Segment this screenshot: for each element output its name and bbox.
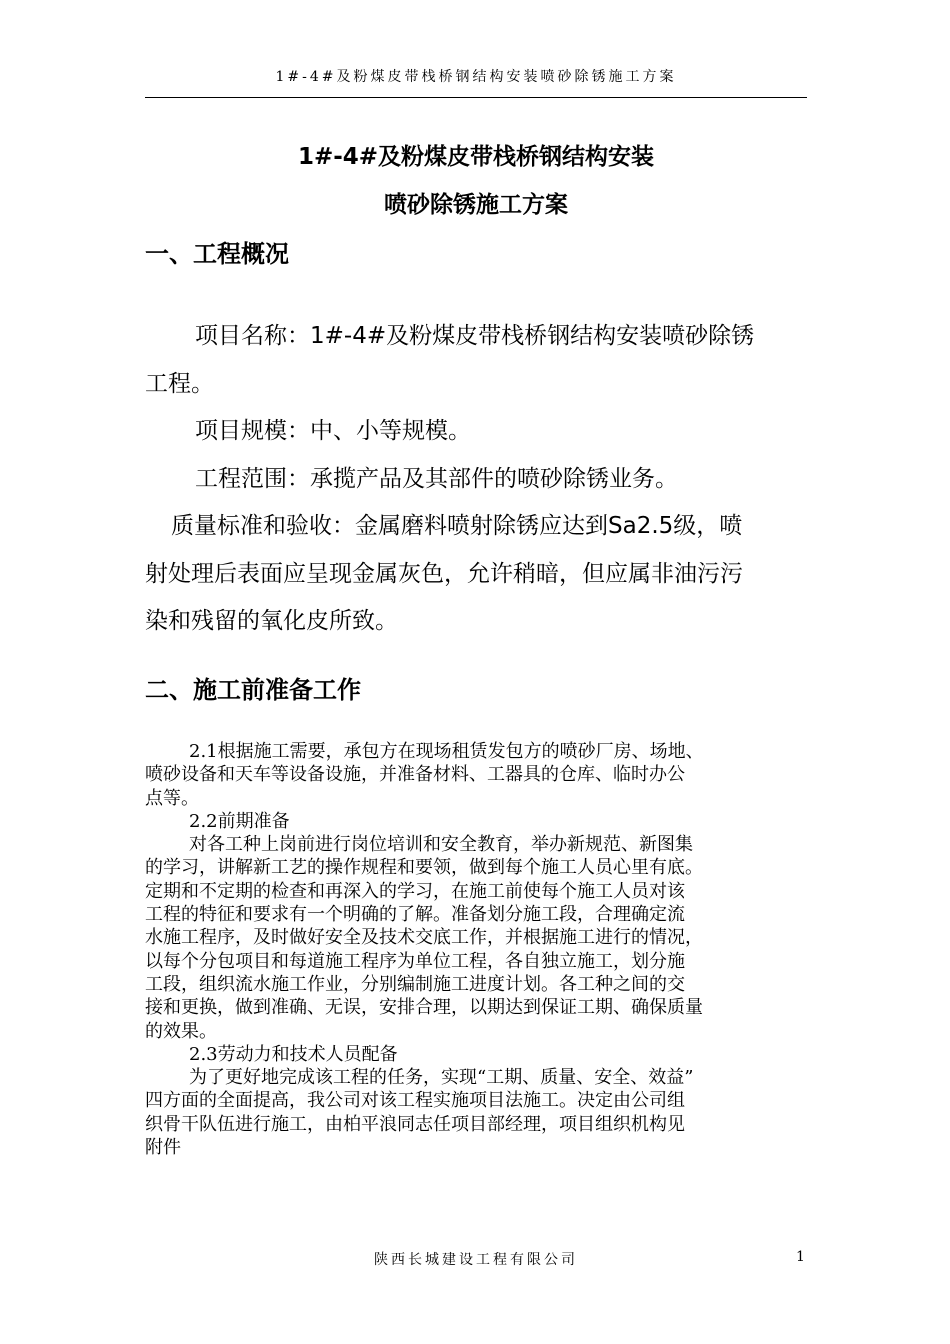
body-line: 项目名称：1#-4#及粉煤皮带栈桥钢结构安装喷砂除锈 (195, 323, 755, 349)
section-heading-preparation: 二、施工前准备工作 (145, 676, 361, 704)
body-line: 的学习，讲解新工艺的操作规程和要领，做到每个施工人员心里有底。 (145, 857, 703, 879)
header-divider (145, 97, 807, 98)
body-line: 附件 (145, 1137, 181, 1159)
document-title-line-2: 喷砂除锈施工方案 (384, 192, 568, 218)
body-line: 为了更好地完成该工程的任务，实现“工期、质量、安全、效益” (189, 1067, 694, 1089)
body-line: 项目规模：中、小等规模。 (195, 418, 471, 444)
document-title-line-1: 1#-4#及粉煤皮带栈桥钢结构安装 (297, 144, 655, 170)
body-line: 射处理后表面应呈现金属灰色，允许稍暗，但应属非油污污 (145, 560, 743, 587)
subsection-heading: 2.3劳动力和技术人员配备 (189, 1043, 398, 1065)
footer-company-name: 陕西长城建设工程有限公司 (374, 1252, 578, 1268)
body-line: 的效果。 (145, 1020, 217, 1042)
body-line: 织骨干队伍进行施工，由柏平浪同志任项目部经理，项目组织机构见 (145, 1113, 685, 1135)
body-line: 2.1根据施工需要，承包方在现场租赁发包方的喷砂厂房、场地、 (189, 741, 704, 762)
body-line: 工程范围：承揽产品及其部件的喷砂除锈业务。 (195, 465, 678, 492)
body-line: 点等。 (145, 787, 199, 809)
body-line: 染和残留的氧化皮所致。 (145, 608, 398, 634)
body-line: 接和更换，做到准确、无误，安排合理，以期达到保证工期、确保质量 (145, 997, 703, 1019)
body-line: 工程。 (145, 370, 214, 397)
body-line: 四方面的全面提高，我公司对该工程实施项目法施工。决定由公司组 (145, 1090, 685, 1112)
subsection-heading: 2.2前期准备 (189, 810, 290, 832)
body-line: 工程的特征和要求有一个明确的了解。准备划分施工段，合理确定流 (145, 904, 685, 926)
body-line: 以每个分包项目和每道施工程序为单位工程，各自独立施工，划分施 (145, 950, 685, 972)
section-overview-body (145, 313, 807, 646)
body-line: 喷砂设备和天车等设备设施，并准备材料、工器具的仓库、临时办公 (145, 764, 685, 786)
body-line: 质量标准和验收：金属磨料喷射除锈应达到Sa2.5级，喷 (171, 513, 743, 539)
body-line: 对各工种上岗前进行岗位培训和安全教育，举办新规范、新图集 (189, 834, 693, 856)
section-heading-overview: 一、工程概况 (145, 240, 289, 268)
section-preparation-body (145, 740, 807, 1159)
page-number: 1 (796, 1249, 805, 1265)
running-header: 1#-4#及粉煤皮带栈桥钢结构安装喷砂除锈施工方案 (275, 69, 677, 85)
body-line: 水施工程序，及时做好安全及技术交底工作，并根据施工进行的情况， (145, 927, 703, 949)
body-line: 工段，组织流水施工作业，分别编制施工进度计划。各工种之间的交 (145, 973, 685, 995)
body-line: 定期和不定期的检查和再深入的学习，在施工前使每个施工人员对该 (145, 880, 685, 902)
